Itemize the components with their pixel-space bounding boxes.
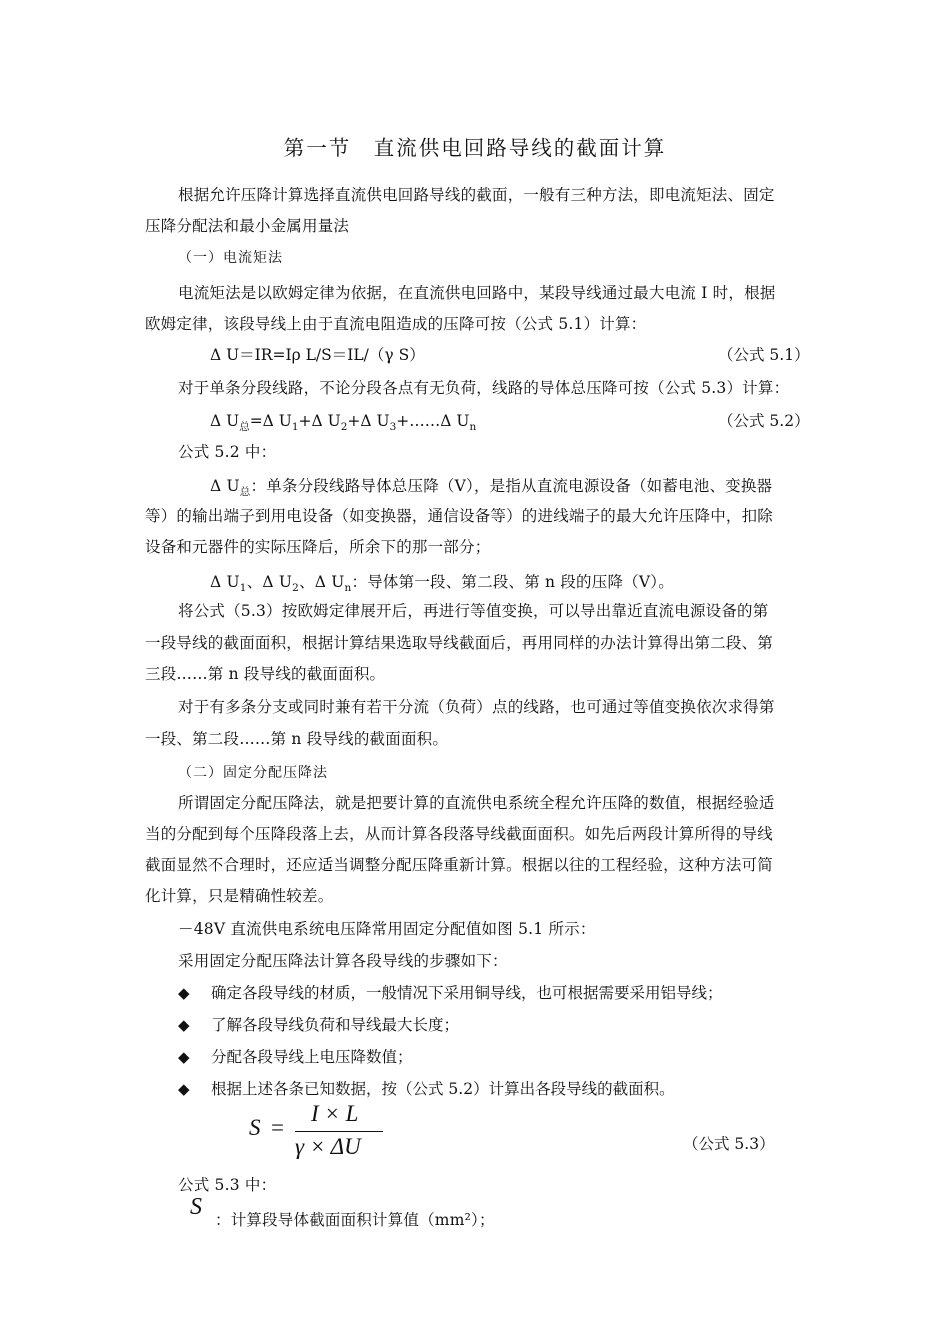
- subscript: 总: [239, 421, 250, 434]
- symbol: 、Δ U: [299, 573, 345, 591]
- definition-S: ：计算段导体截面面积计算值（mm²）；: [215, 1211, 495, 1229]
- para-line: 化计算，只是精确性较差。: [145, 887, 334, 905]
- formula-denominator: γ × ΔU: [295, 1134, 361, 1159]
- para-line: 所谓固定分配压降法，就是把要计算的直流供电系统全程允许压降的数值，根据经验适: [178, 794, 775, 812]
- formula-term: +Δ U: [298, 412, 341, 430]
- definition-text: ：单条分段线路导体总压降（V），是指从直流电源设备（如蓄电池、变换器: [250, 477, 773, 495]
- formula-lhs: S: [249, 1115, 261, 1140]
- bullet-text: 确定各段导线的材质，一般情况下采用铜导线，也可根据需要采用铝导线；: [211, 984, 723, 1002]
- formula-term: =Δ U: [249, 412, 292, 430]
- para-line: 截面显然不合理时，还应适当调整分配压降重新计算。根据以往的工程经验，这种方法可简: [145, 856, 774, 874]
- formula-tag-5-3: （公式 5.3）: [683, 1135, 775, 1153]
- symbol: 、Δ U: [246, 573, 293, 591]
- bullet-text: 根据上述各条已知数据，按（公式 5.2）计算出各段导线的截面积。: [211, 1080, 675, 1098]
- intro-line-1: 根据允许压降计算选择直流供电回路导线的截面，一般有三种方法，即电流矩法、固定: [178, 186, 775, 204]
- para-line: 采用固定分配压降法计算各段导线的步骤如下：: [178, 952, 508, 970]
- para-line: 电流矩法是以欧姆定律为依据，在直流供电回路中，某段导线通过最大电流 I 时，根据: [178, 284, 776, 302]
- para-line: 将公式（5.3）按欧姆定律展开后，再进行等值变换，可以导出靠近直流电源设备的第: [178, 602, 769, 620]
- para-line: 三段……第 n 段导线的截面面积。: [145, 665, 386, 683]
- where-label-5-2: 公式 5.2 中：: [178, 443, 277, 461]
- para-line: 欧姆定律，该段导线上由于直流电阻造成的压降可按（公式 5.1）计算：: [145, 315, 647, 333]
- definition-text: ：导体第一段、第二段、第 n 段的压降（V）。: [351, 573, 674, 591]
- formula-5-3: [245, 1103, 395, 1163]
- formula-term: +Δ U: [347, 412, 390, 430]
- diamond-bullet-icon: ◆: [178, 1016, 190, 1034]
- section-title: 第一节 直流供电回路导线的截面计算: [283, 136, 667, 160]
- formula-numerator: I × L: [311, 1101, 359, 1126]
- symbol-S: S: [190, 1194, 202, 1220]
- formula-term: +……Δ U: [396, 412, 470, 430]
- para-line: －48V 直流供电系统电压降常用固定分配值如图 5.1 所示：: [178, 920, 596, 938]
- formula-term: Δ U: [210, 412, 240, 430]
- para-line: 对于单条分段线路，不论分段各点有无负荷，线路的导体总压降可按（公式 5.3）计算：: [178, 379, 790, 397]
- para-line: 一段、第二段……第 n 段导线的截面面积。: [145, 730, 449, 748]
- subscript: 3: [389, 421, 397, 434]
- formula-equals: =: [271, 1115, 284, 1140]
- para-line: 对于有多条分支或同时兼有若干分流（负荷）点的线路，也可通过等值变换依次求得第: [178, 698, 775, 716]
- para-line: 当的分配到每个压降段落上去，从而计算各段落导线截面面积。如先后两段计算所得的导线: [145, 825, 774, 843]
- symbol: Δ U: [210, 477, 240, 495]
- formula-tag-5-2: （公式 5.2）: [718, 412, 810, 430]
- definition-segment-drops: [210, 572, 875, 598]
- formula-5-1: Δ U＝IR=Iρ L/S＝IL/（γ S）: [210, 346, 425, 364]
- diamond-bullet-icon: ◆: [178, 1048, 190, 1066]
- bullet-text: 了解各段导线负荷和导线最大长度；: [211, 1016, 460, 1034]
- para-line: 设备和元器件的实际压降后，所余下的那一部分；: [145, 538, 491, 556]
- subscript: 2: [292, 582, 300, 595]
- where-label-5-3: 公式 5.3 中：: [178, 1176, 277, 1194]
- diamond-bullet-icon: ◆: [178, 1080, 190, 1098]
- formula-tag-5-1: （公式 5.1）: [718, 346, 810, 364]
- symbol: Δ U: [210, 573, 240, 591]
- subscript: n: [344, 582, 352, 595]
- diamond-bullet-icon: ◆: [178, 984, 190, 1002]
- subscript: 1: [291, 421, 299, 434]
- heading-fixed-drop: （二）固定分配压降法: [178, 765, 328, 781]
- bullet-text: 分配各段导线上电压降数值；: [211, 1048, 413, 1066]
- para-line: 等）的输出端子到用电设备（如变换器，通信设备等）的进线端子的最大允许压降中，扣除: [145, 507, 774, 525]
- heading-current-moment: （一）电流矩法: [178, 250, 283, 266]
- bullet-item: [178, 1079, 675, 1099]
- intro-line-2: 压降分配法和最小金属用量法: [145, 217, 350, 235]
- para-line: 一段导线的截面面积，根据计算结果选取导线截面后，再用同样的办法计算得出第二段、第: [145, 634, 774, 652]
- bullet-item: [178, 983, 723, 1003]
- subscript: 总: [239, 486, 251, 499]
- subscript: 2: [340, 421, 348, 434]
- fraction-bar: [295, 1131, 383, 1132]
- bullet-item: [178, 1047, 413, 1067]
- bullet-item: [178, 1015, 459, 1035]
- definition-total-drop: [210, 476, 875, 502]
- subscript: 1: [239, 582, 247, 595]
- formula-5-2: [210, 411, 476, 437]
- subscript: n: [469, 421, 477, 434]
